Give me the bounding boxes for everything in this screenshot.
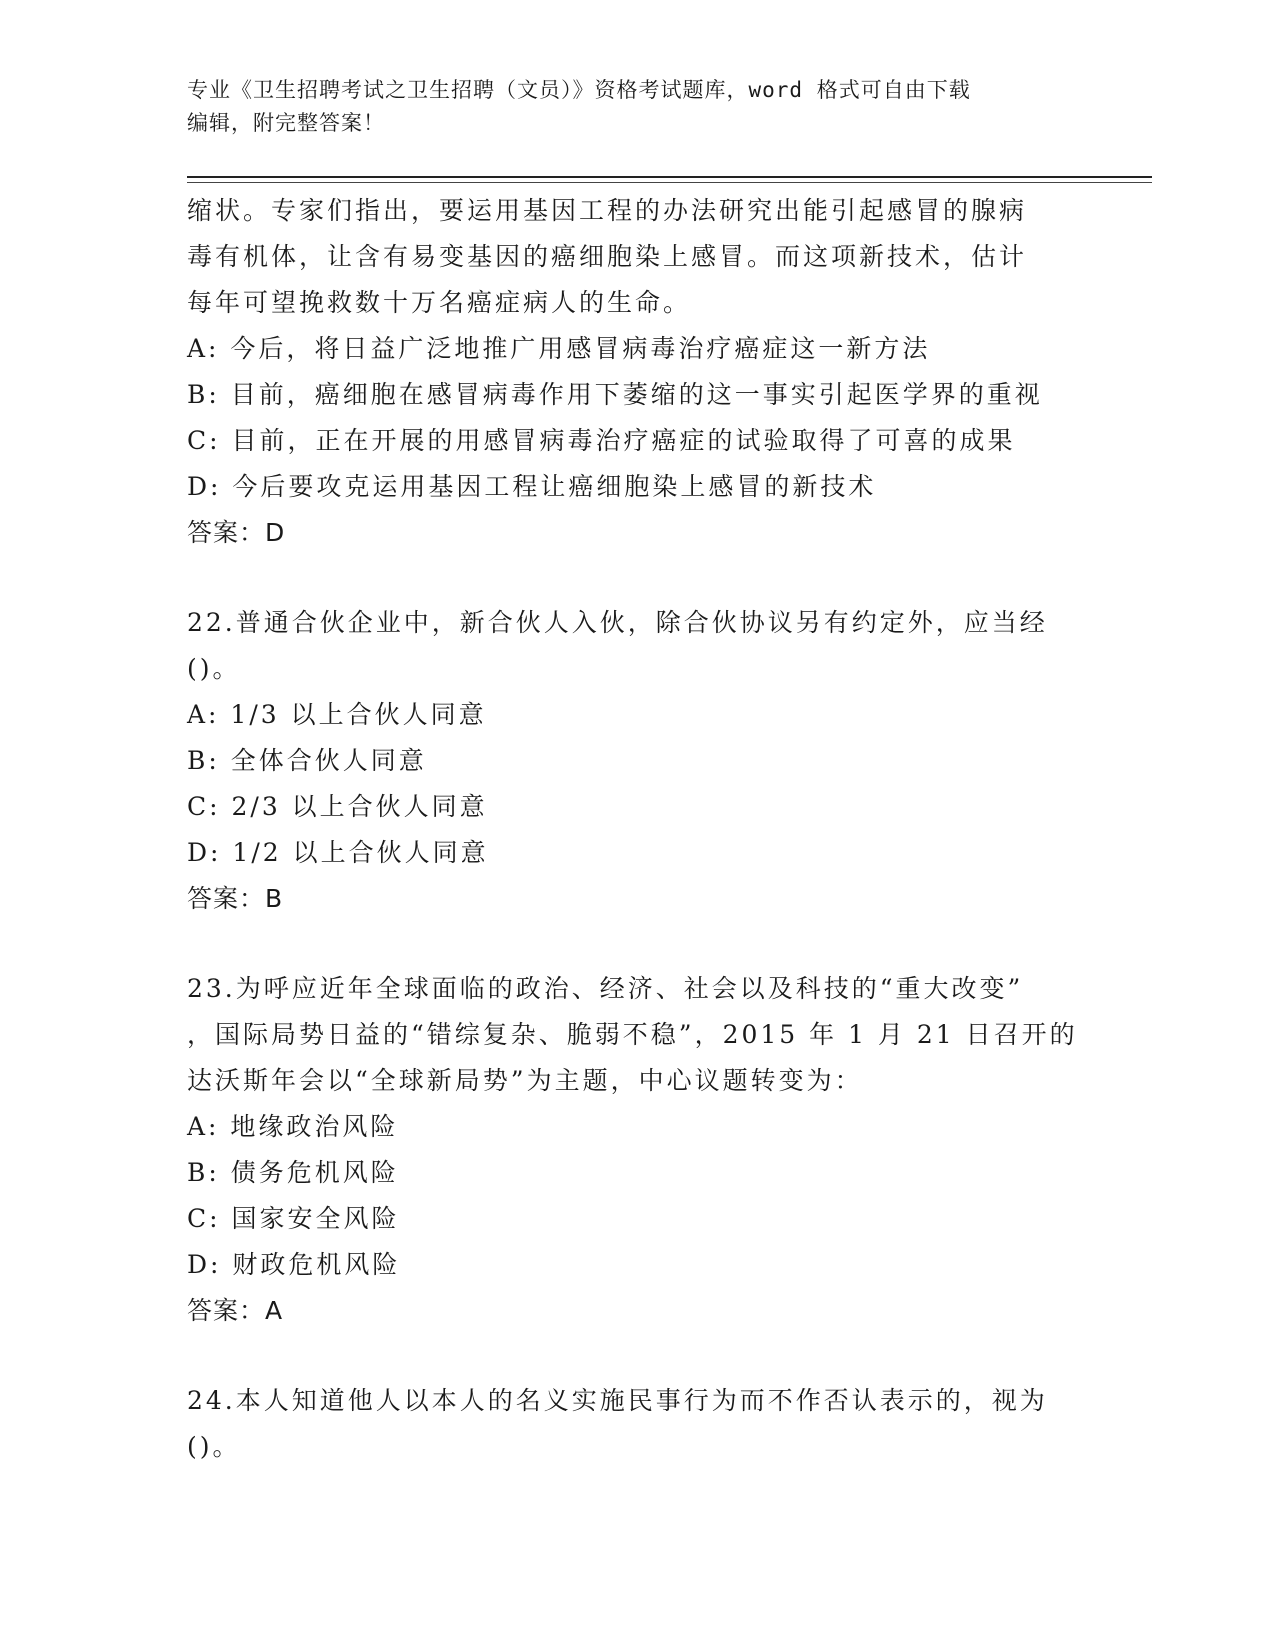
question-text-line: 23.为呼应近年全球面临的政治、经济、社会以及科技的“重大改变” xyxy=(187,974,1024,1003)
question-block-22 xyxy=(187,600,1117,922)
option-c: C: 国家安全风险 xyxy=(187,1204,400,1233)
header-rule-thin xyxy=(187,182,1152,183)
question-content xyxy=(187,188,1117,1470)
answer-line: 答案：D xyxy=(187,518,286,547)
question-text-line: ()。 xyxy=(187,1432,241,1461)
page-header xyxy=(187,74,1087,140)
option-d: D: 今后要攻克运用基因工程让癌细胞染上感冒的新技术 xyxy=(187,472,877,501)
question-text-line: 毒有机体，让含有易变基因的癌细胞染上感冒。而这项新技术，估计 xyxy=(187,242,1028,271)
header-rule-thick xyxy=(187,176,1152,178)
option-b: B: 债务危机风险 xyxy=(187,1158,399,1187)
option-b: B: 全体合伙人同意 xyxy=(187,746,427,775)
option-b: B: 目前，癌细胞在感冒病毒作用下萎缩的这一事实引起医学界的重视 xyxy=(187,380,1043,409)
block-spacer xyxy=(187,922,1117,966)
question-block-21 xyxy=(187,188,1117,556)
question-text-line: 24.本人知道他人以本人的名义实施民事行为而不作否认表示的，视为 xyxy=(187,1386,1048,1415)
block-spacer xyxy=(187,1334,1117,1378)
question-text-line: ，国际局势日益的“错综复杂、脆弱不稳”，2015 年 1 月 21 日召开的 xyxy=(187,1020,1078,1049)
question-block-24 xyxy=(187,1378,1117,1470)
question-text-line: 缩状。专家们指出，要运用基因工程的办法研究出能引起感冒的腺病 xyxy=(187,196,1028,225)
question-block-23 xyxy=(187,966,1117,1334)
option-a: A: 地缘政治风险 xyxy=(187,1112,399,1141)
option-a: A: 今后，将日益广泛地推广用感冒病毒治疗癌症这一新方法 xyxy=(187,334,931,363)
header-line-1: 专业《卫生招聘考试之卫生招聘（文员）》资格考试题库，word 格式可自由下载 xyxy=(187,78,971,102)
option-c: C: 目前，正在开展的用感冒病毒治疗癌症的试验取得了可喜的成果 xyxy=(187,426,1016,455)
option-a: A: 1/3 以上合伙人同意 xyxy=(187,700,487,729)
option-d: D: 1/2 以上合伙人同意 xyxy=(187,838,489,867)
block-spacer xyxy=(187,556,1117,600)
answer-line: 答案：B xyxy=(187,884,284,913)
question-text-line: 22.普通合伙企业中，新合伙人入伙，除合伙协议另有约定外，应当经 xyxy=(187,608,1048,637)
question-text-line: 每年可望挽救数十万名癌症病人的生命。 xyxy=(187,288,692,317)
question-text-line: 达沃斯年会以“全球新局势”为主题，中心议题转变为： xyxy=(187,1066,863,1095)
header-line-2: 编辑，附完整答案！ xyxy=(187,111,385,135)
option-d: D: 财政危机风险 xyxy=(187,1250,401,1279)
question-text-line: ()。 xyxy=(187,654,241,683)
option-c: C: 2/3 以上合伙人同意 xyxy=(187,792,488,821)
answer-line: 答案：A xyxy=(187,1296,284,1325)
